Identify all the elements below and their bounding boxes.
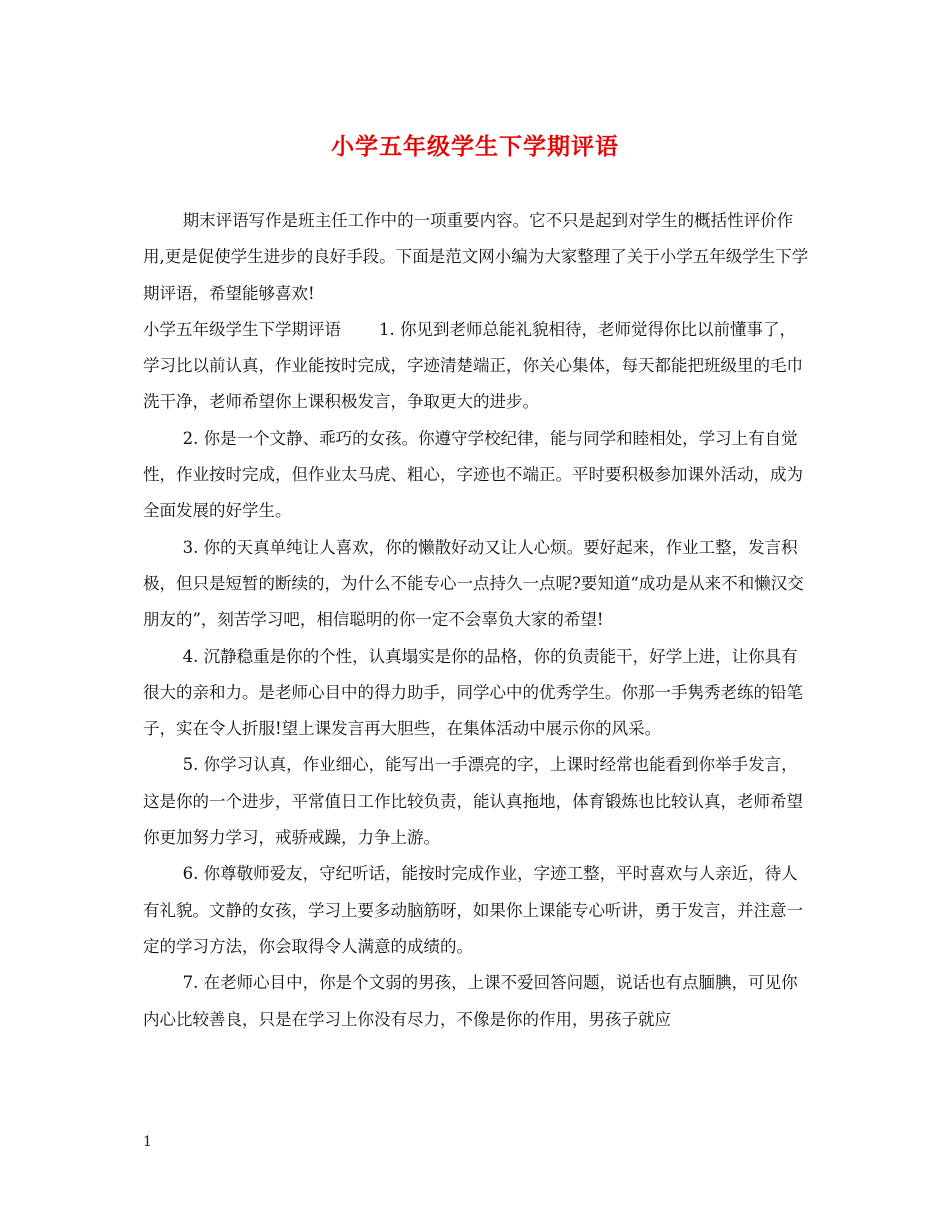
- item-5: 5. 你学习认真，作业细心，能写出一手漂亮的字，上课时经常也能看到你举手发言，这是你的一个进步，平常值日工作比较负责，能认真拖地，体育锻炼也比较认真，老师希望你更加努力学习，戒骄戒躁，力争上游。: [143, 755, 803, 848]
- page-number: 1: [143, 1134, 152, 1150]
- document-title: 小学五年级学生下学期评语: [331, 133, 619, 160]
- first-item-paragraph: [143, 312, 811, 421]
- document-body: [143, 203, 811, 1038]
- item-6: 6. 你尊敬师爱友，守纪听话，能按时完成作业，字迹工整，平时喜欢与人亲近，待人有礼貌。文静的女孩，学习上要多动脑筋呀，如果你上课能专心听讲，勇于发言，并注意一定的学习方法，你会取得令人满意的成绩的。: [143, 864, 803, 956]
- intro-paragraph: 期末评语写作是班主任工作中的一项重要内容。它不只是起到对学生的概括性评价作用,更是促使学生进步的良好手段。下面是范文网小编为大家整理了关于小学五年级学生下学期评语，希望能够喜欢!: [143, 211, 809, 303]
- section-label: 小学五年级学生下学期评语: [143, 319, 341, 339]
- item-4: 4. 沉静稳重是你的个性，认真塌实是你的品格，你的负责能干，好学上进，让你具有很大的亲和力。是老师心目中的得力助手，同学心中的优秀学生。你那一手隽秀老练的铅笔子，实在令人折服!望上课发言再大胆些，在集体活动中展示你的风采。: [143, 646, 803, 739]
- item-3: 3. 你的天真单纯让人喜欢，你的懒散好动又让人心烦。要好起来，作业工整，发言积极，但只是短暂的断续的，为什么不能专心一点持久一点呢?要知道“成功是从来不和懒汉交朋友的”，刻苦学习吧，相信聪明的你一定不会辜负大家的希望!: [143, 537, 804, 630]
- item-2: 2. 你是一个文静、乖巧的女孩。你遵守学校纪律，能与同学和睦相处，学习上有自觉性，作业按时完成，但作业太马虎、粗心，字迹也不端正。平时要积极参加课外活动，成为全面发展的好学生。: [143, 428, 803, 521]
- item-1: 1. 你见到老师总能礼貌相待，老师觉得你比以前懂事了，学习比以前认真，作业能按时完成，字迹清楚端正，你关心集体，每天都能把班级里的毛巾洗干净，老师希望你上课积极发言，争取更大的进步。: [143, 319, 803, 412]
- item-7: 7. 在老师心目中，你是个文弱的男孩，上课不爱回答问题，说话也有点腼腆，可见你内心比较善良，只是在学习上你没有尽力，不像是你的作用，男孩子就应: [143, 973, 798, 1029]
